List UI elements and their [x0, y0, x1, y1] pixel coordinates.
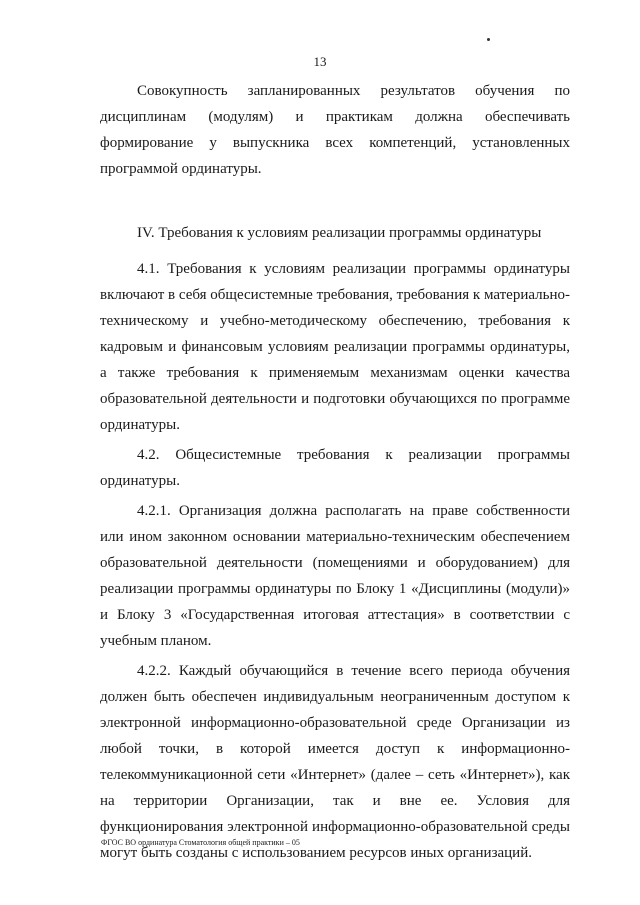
paragraph-4-2-2: 4.2.2. Каждый обучающийся в течение всего периода обучения должен быть обеспечен индивидуальным неограниченным доступом к электронной информационно-образовательной среде Организации из любой точки, в которой имеется доступ к информационно-телекоммуникационной сети «Интернет» (далее – сеть «Интернет»), как на территории Организации, так и вне ее. Условия для функционирования электронной информационно-образовательной среды могут быть созданы с использованием ресурсов иных организаций. — [100, 663, 570, 861]
paragraph-4-1: 4.1. Требования к условиям реализации программы ординатуры включают в себя общесистемные требования, требования к материально-техническому и учебно-методическому обеспечению, требования к кадровым и финансовым условиям реализации программы ординатуры, а также требования к применяемым механизмам оценки качества образовательной деятельности и подготовки обучающихся по программе ординатуры. — [100, 261, 570, 433]
section-heading: IV. Требования к условиям реализации программы ординатуры — [137, 225, 542, 241]
page-number: 13 — [313, 54, 327, 69]
paragraph-4-2-1: 4.2.1. Организация должна располагать на праве собственности или ином законном основании материально-техническим обеспечением образовательной деятельности (помещениями и оборудованием) для реализации программы ординатуры по Блоку 1 «Дисциплины (модули)» и Блоку 3 «Государственная итоговая аттестация» в соответствии с учебным планом. — [100, 503, 570, 649]
intro-paragraph: Совокупность запланированных результатов обучения по дисциплинам (модулям) и практикам должна обеспечивать формирование у выпускника всех компетенций, установленных программой ординатуры. — [100, 83, 570, 177]
page-body — [100, 78, 570, 866]
scan-speck — [487, 38, 490, 41]
paragraph-4-2: 4.2. Общесистемные требования к реализации программы ординатуры. — [100, 447, 570, 489]
page-footer: ФГОС ВО ординатура Стоматология общей практики – 05 — [101, 838, 300, 847]
